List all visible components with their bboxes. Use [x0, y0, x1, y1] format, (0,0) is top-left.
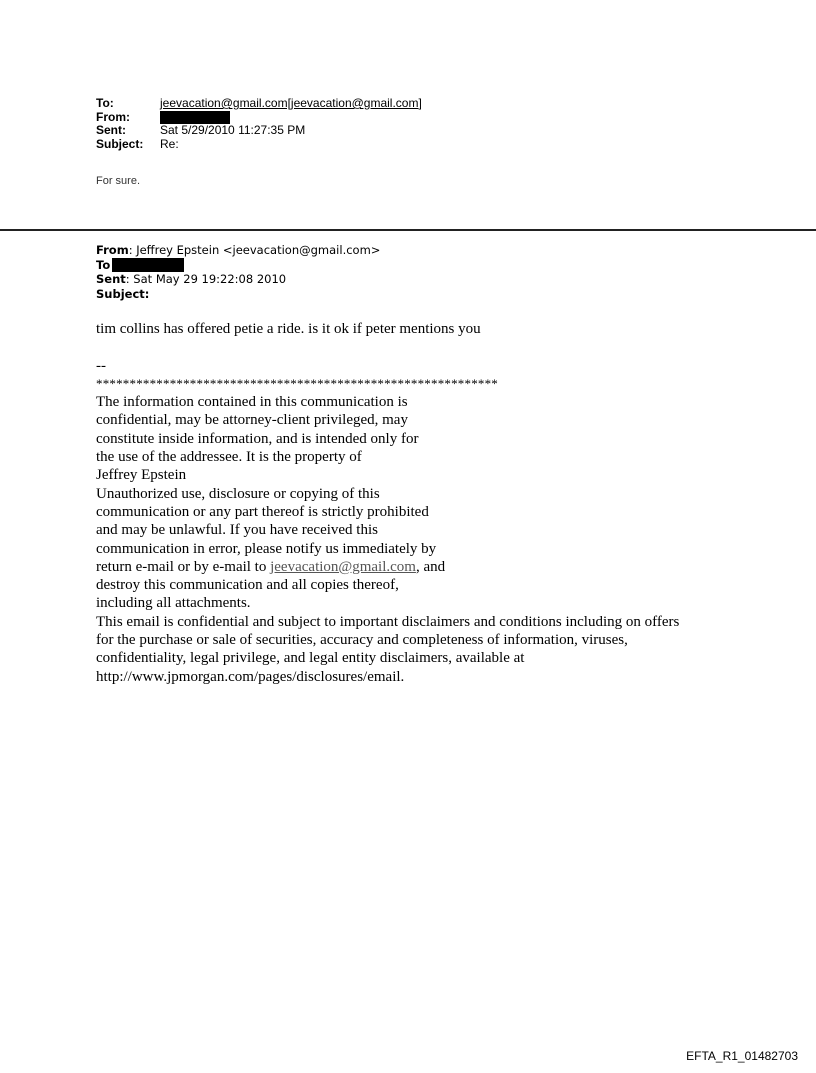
subject-label: Subject: — [96, 136, 144, 151]
disclaimer-line: Unauthorized use, disclosure or copying of this — [96, 485, 380, 502]
reply-text: For sure. — [96, 175, 141, 187]
message-body — [96, 320, 679, 686]
disclaimer-line: for the purchase or sale of securities, accuracy and completeness of information, viruses, — [96, 632, 628, 649]
sent-value: Sat 5/29/2010 11:27:35 PM — [160, 123, 306, 137]
fwd-subject-row — [96, 287, 380, 302]
fwd-sent-value: : Sat May 29 19:22:08 2010 — [125, 272, 287, 286]
fwd-from-row — [96, 243, 380, 258]
email-link[interactable]: jeevacation@gmail.com — [270, 558, 416, 575]
fwd-sent-label: Sent — [96, 272, 126, 286]
disclaimer-line: including all attachments. — [96, 595, 251, 612]
document-id: EFTA_R1_01482703 — [686, 1049, 798, 1063]
subject-row — [96, 138, 422, 152]
fwd-subject-label: Subject — [96, 286, 145, 301]
from-row — [96, 111, 422, 125]
signature-stars: ************************************************************ — [96, 375, 498, 391]
disclaimer-line: The information contained in this communication is — [96, 394, 408, 411]
forwarded-header — [96, 243, 380, 301]
email-header — [96, 97, 422, 151]
redaction-block — [160, 111, 230, 124]
sent-label: Sent: — [96, 123, 126, 137]
disclaimer-line: constitute inside information, and is intended only for — [96, 430, 419, 447]
disclaimer-line: communication in error, please notify us immediately by — [96, 540, 437, 557]
disclaimer-line: destroy this communication and all copies thereof, — [96, 577, 399, 594]
fwd-to-label: To — [96, 257, 111, 272]
disclaimer-line: the use of the addressee. It is the property of — [96, 449, 362, 466]
fwd-from-label: From — [96, 243, 129, 257]
disclaimer-url: http://www.jpmorgan.com/pages/disclosures/email. — [96, 668, 405, 685]
disclaimer-line: Jeffrey Epstein — [96, 467, 187, 484]
disclaimer-line: confidential, may be attorney-client privileged, may — [96, 412, 408, 429]
from-label: From: — [96, 109, 130, 124]
disclaimer-text: return e-mail or by e-mail to — [96, 558, 271, 575]
disclaimer-line: confidentiality, legal privilege, and legal entity disclaimers, available at — [96, 650, 525, 667]
sent-row — [96, 124, 422, 138]
disclaimer-line: communication or any part thereof is strictly prohibited — [96, 503, 429, 520]
fwd-subject-colon: : — [144, 286, 150, 301]
to-row — [96, 97, 422, 111]
blank-line — [96, 338, 679, 356]
disclaimer-line: and may be unlawful. If you have received this — [96, 522, 378, 539]
message-text: tim collins has offered petie a ride. is it ok if peter mentions you — [96, 321, 481, 337]
fwd-sent-row — [96, 272, 380, 287]
subject-value: Re: — [160, 136, 179, 151]
disclaimer-line: This email is confidential and subject to important disclaimers and conditions including on offers — [96, 613, 680, 630]
fwd-from-value: : Jeffrey Epstein <jeevacation@gmail.com> — [128, 243, 381, 257]
redaction-block — [112, 258, 184, 272]
signature-dash: -- — [96, 357, 106, 374]
disclaimer-text: , and — [415, 558, 446, 575]
to-label: To: — [96, 96, 114, 110]
fwd-to-row — [96, 258, 380, 273]
disclaimer-line-with-link — [96, 558, 679, 576]
divider-line — [0, 229, 816, 231]
to-value: jeevacation@gmail.com[jeevacation@gmail.com] — [160, 96, 422, 110]
